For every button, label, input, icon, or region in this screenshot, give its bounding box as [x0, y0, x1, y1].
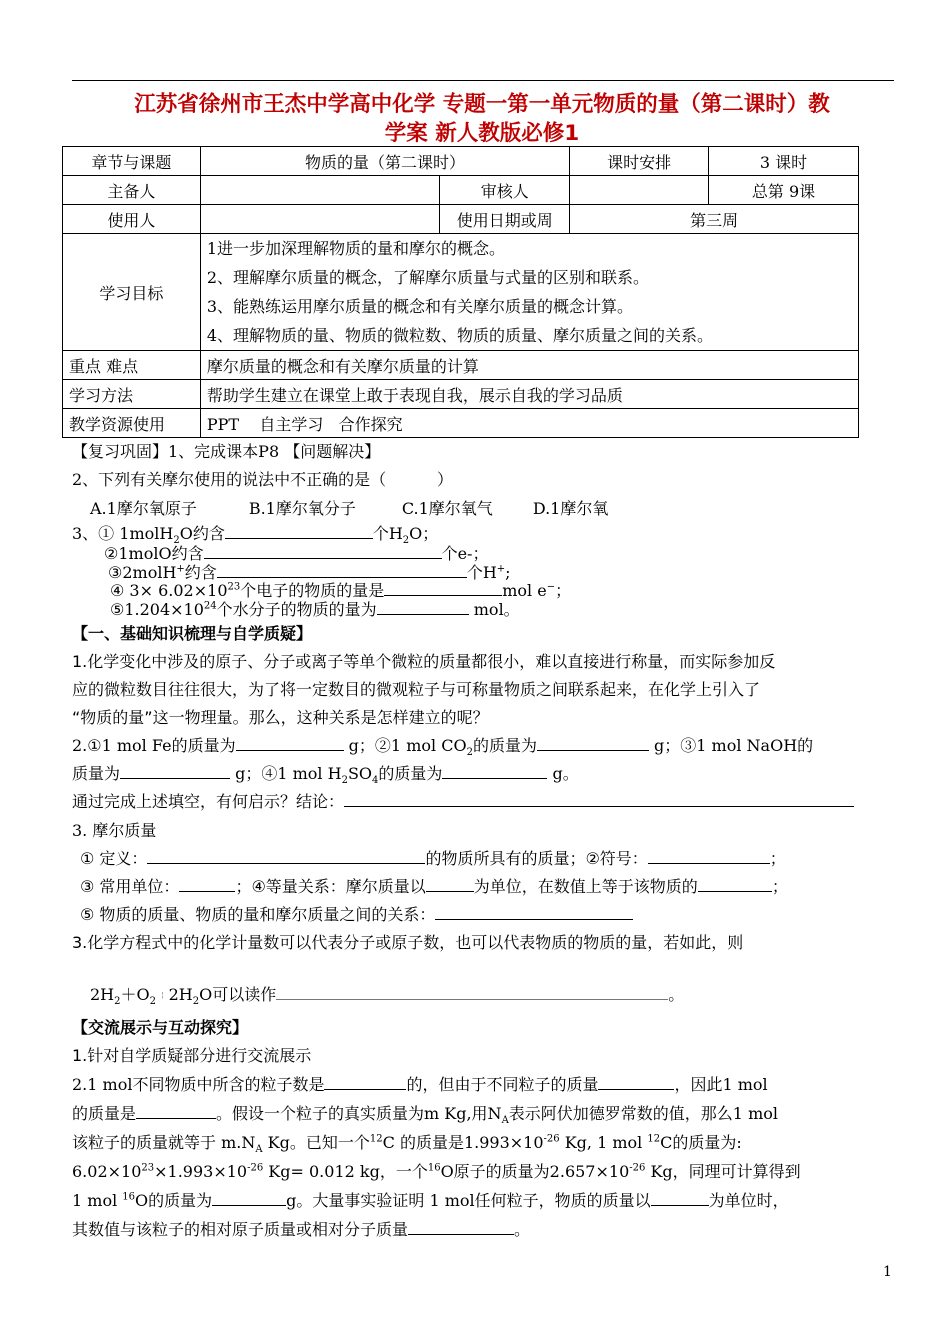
exchange-line-4: $6.02\times 10^{23}\times 1.993\times 10^{-26}$ Kg= 0.012 kg，一个$^{16}$O原子的质量为$2.657\times 10^{-26}$ Kg，同理可计算得到: [72, 1162, 801, 1181]
lesson-info-table: [62, 146, 859, 438]
blank[interactable]: [435, 904, 633, 920]
blank[interactable]: [537, 735, 649, 751]
question-3e: $⑤1.204\times 10^{24}$个水分子的物质的量为 mol。: [110, 600, 520, 619]
question-3b: ②1molO约含 个e-；: [104, 544, 489, 563]
question-3d: ④ $3\times 6.02\times 10^{23}$个电子的物质的量是 mol e−；: [110, 581, 572, 600]
question-2: 2、下列有关摩尔使用的说法中不正确的是（ ）: [72, 470, 454, 489]
table-row: 章节与课题 物质的量（第二课时） 课时安排 3 课时: [63, 147, 859, 176]
reaction-condition-mark: ¦: [161, 991, 164, 999]
question-3a: 3、① 1molH$_2$O约含 个$H_2O$；: [72, 524, 439, 547]
page-number: 1: [883, 1264, 892, 1280]
table-row: 重点 难点 摩尔质量的概念和有关摩尔质量的计算: [63, 351, 859, 380]
table-row: 教学资源使用 PPT 自主学习 合作探究: [63, 409, 859, 438]
blank[interactable]: [147, 848, 425, 864]
review-heading: 【复习巩固】1、完成课本P8 【问题解决】: [72, 442, 381, 461]
learning-goals: 1进一步加深理解物质的量和摩尔的概念。 2、理解摩尔质量的概念，了解摩尔质量与式量的区别和联系。 3、能熟练运用摩尔质量的概念和有关摩尔质量的概念计算。 4、理解物质的量、物质的微粒数、物质的质量、摩尔质量之间的关系。: [200, 234, 858, 351]
molar-mass-unit: ③ 常用单位： ；④等量关系：摩尔质量以 为单位，在数值上等于该物质的 ；: [80, 877, 788, 896]
exchange-line-2: 的质量是 。假设一个粒子的真实质量为m Kg,用$N_A$表示阿伏加德罗常数的值，那么1 mol: [72, 1104, 778, 1127]
blank[interactable]: [217, 562, 467, 578]
molar-mass-definition: ① 定义： 的物质所具有的质量；②符号： ；: [80, 849, 786, 868]
exchange-line-3: 该粒子的质量就等于 $m.N_A$ Kg。已知一个$^{12}$C 的质量是$1.993\times 10^{-26}$ Kg, 1 mol $^{12}$C的质量为:: [72, 1133, 742, 1156]
blank[interactable]: [442, 763, 547, 779]
blank[interactable]: [426, 876, 474, 892]
blank[interactable]: [651, 1190, 709, 1206]
blank[interactable]: [408, 1219, 514, 1235]
blank[interactable]: [179, 876, 235, 892]
section-1-heading: 【一、基础知识梳理与自学质疑】: [72, 624, 313, 643]
table-row: 使用人 使用日期或周 第三周: [63, 205, 859, 234]
blank[interactable]: [648, 848, 770, 864]
blank[interactable]: [324, 1074, 406, 1090]
table-row: 主备人 审核人 总第 9课: [63, 176, 859, 205]
blank[interactable]: [344, 791, 854, 807]
blank[interactable]: [120, 763, 230, 779]
question-2-options: A.1摩尔氧原子 B.1摩尔氧分子 C.1摩尔氧气 D.1摩尔氧: [90, 499, 609, 518]
exchange-line-5: 1 mol $^{16}$O的质量为 g。大量事实验证明 1 mol任何粒子，物质的质量以 为单位时，: [72, 1191, 789, 1210]
blank[interactable]: [136, 1103, 216, 1119]
blank[interactable]: [377, 599, 469, 615]
molar-mass-relation: ⑤ 物质的质量、物质的量和摩尔质量之间的关系：: [80, 904, 633, 926]
exchange-line-1: 2.1 mol不同物质中所含的粒子数是 的，但由于不同粒子的质量 ，因此1 mol: [72, 1075, 768, 1094]
blank[interactable]: [212, 1190, 286, 1206]
section-2-heading: 【交流展示与互动探究】: [72, 1018, 249, 1037]
question-s1-2-line2: 质量为 g；④1 mol $H_2SO_4$的质量为 g。: [72, 764, 579, 787]
question-3c: ③2molH+约含 个H+;: [108, 563, 511, 582]
blank[interactable]: [236, 735, 344, 751]
chemical-equation: $2H_2+O_2$ ¦ $2H_2O$可以读作 。: [90, 985, 685, 1008]
question-s1-2-line1: 2.①1 mol Fe的质量为 g；②1 mol $CO_2$的质量为 g；③1 mol NaOH的: [72, 736, 814, 759]
table-row: 学习方法 帮助学生建立在课堂上敢于表现自我，展示自我的学习品质: [63, 380, 859, 409]
blank[interactable]: [598, 1074, 674, 1090]
exchange-line-6: 其数值与该粒子的相对原子质量或相对分子质量 。: [72, 1220, 531, 1239]
blank[interactable]: [204, 543, 442, 559]
conclusion-line: 通过完成上述填空，有何启示？结论：: [72, 791, 854, 813]
header-rule: [72, 80, 894, 81]
blank[interactable]: [276, 984, 668, 1000]
blank[interactable]: [384, 580, 502, 596]
molar-mass-heading: 3. 摩尔质量: [72, 821, 157, 840]
blank[interactable]: [225, 523, 373, 539]
document-title: 江苏省徐州市王杰中学高中化学 专题一第一单元物质的量（第二课时）教 学案 新人教版必修1: [134, 92, 830, 146]
blank[interactable]: [698, 876, 772, 892]
table-row: 学习目标 1进一步加深理解物质的量和摩尔的概念。 2、理解摩尔质量的概念，了解摩尔质量与式量的区别和联系。 3、能熟练运用摩尔质量的概念和有关摩尔质量的概念计算。 4、理解物质的量、物质的微粒数、物质的质量、摩尔质量之间的关系。: [63, 234, 859, 351]
